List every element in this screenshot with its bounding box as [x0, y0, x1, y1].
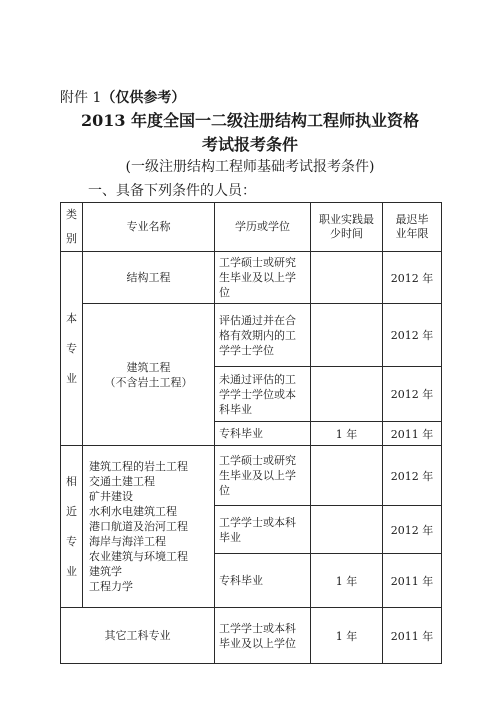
requirements-table: [60, 202, 442, 664]
related-major-item: 交通土建工程: [89, 475, 155, 488]
education-cell: 工学学士或本科毕业: [215, 506, 311, 554]
practice-cell: 1 年: [311, 554, 383, 608]
education-cell: 专科毕业: [215, 554, 311, 608]
major-other-engineering: 其它工科专业: [61, 608, 215, 664]
related-major-item: 工程力学: [89, 580, 133, 593]
education-cell: 工学硕士或研究生毕业及以上学位: [215, 446, 311, 506]
practice-cell: [311, 446, 383, 506]
table-row: [61, 608, 442, 664]
education-cell: 评估通过并在合格有效期内的工学学士学位: [215, 304, 311, 367]
practice-cell: [311, 304, 383, 367]
education-cell: 工学硕士或研究生毕业及以上学位: [215, 252, 311, 304]
document-title-line2: 考试报考条件: [201, 135, 298, 154]
annex-label: [60, 87, 185, 107]
practice-cell: 1 年: [311, 608, 383, 664]
major-structural: 结构工程: [83, 252, 215, 304]
major-building-note: （不含岩土工程）: [104, 375, 193, 389]
practice-cell: [311, 252, 383, 304]
education-cell: 未通过评估的工学学士学位或本科毕业: [215, 367, 311, 422]
practice-cell: 1 年: [311, 422, 383, 446]
practice-cell: [311, 367, 383, 422]
related-major-item: 建筑学: [89, 565, 122, 578]
related-major-item: 建筑工程的岩土工程: [89, 460, 188, 473]
header-deadline: 最迟毕业年限: [383, 203, 442, 252]
related-major-item: 港口航道及治河工程: [89, 520, 188, 533]
table-row: [61, 252, 442, 304]
header-practice: 职业实践最少时间: [311, 203, 383, 252]
table-row: [61, 446, 442, 506]
category-related-major: 相近专业: [61, 446, 83, 608]
education-cell: 专科毕业: [215, 422, 311, 446]
major-building-name: 建筑工程: [126, 360, 171, 374]
related-major-item: 农业建筑与环境工程: [89, 550, 188, 563]
table-row: [61, 304, 442, 367]
deadline-cell: 2012 年: [383, 304, 442, 367]
deadline-cell: 2011 年: [383, 422, 442, 446]
header-major: 专业名称: [83, 203, 215, 252]
major-building: [83, 304, 215, 446]
annex-prefix: 附件 1: [60, 90, 102, 106]
table-header-row: [61, 203, 442, 252]
header-education: 学历或学位: [215, 203, 311, 252]
annex-note: （仅供参考）: [101, 90, 186, 106]
document-subtitle: (一级注册结构工程师基础考试报考条件): [125, 159, 375, 175]
practice-cell: [311, 506, 383, 554]
deadline-cell: 2012 年: [383, 252, 442, 304]
related-majors-list: [83, 446, 215, 608]
deadline-cell: 2012 年: [383, 367, 442, 422]
related-major-item: 矿井建设: [89, 490, 133, 503]
deadline-cell: 2011 年: [383, 554, 442, 608]
deadline-cell: 2012 年: [383, 506, 442, 554]
deadline-cell: 2012 年: [383, 446, 442, 506]
document-title-line1: 2013 年度全国一二级注册结构工程师执业资格: [80, 111, 420, 130]
education-cell: 工学学士或本科毕业及以上学位: [215, 608, 311, 664]
related-major-item: 海岸与海洋工程: [89, 535, 166, 548]
deadline-cell: 2011 年: [383, 608, 442, 664]
header-category: 类别: [61, 203, 83, 252]
related-major-item: 水利水电建筑工程: [89, 505, 177, 518]
section-heading: 一、具备下列条件的人员：: [88, 183, 256, 199]
category-own-major: 本专业: [61, 252, 83, 446]
